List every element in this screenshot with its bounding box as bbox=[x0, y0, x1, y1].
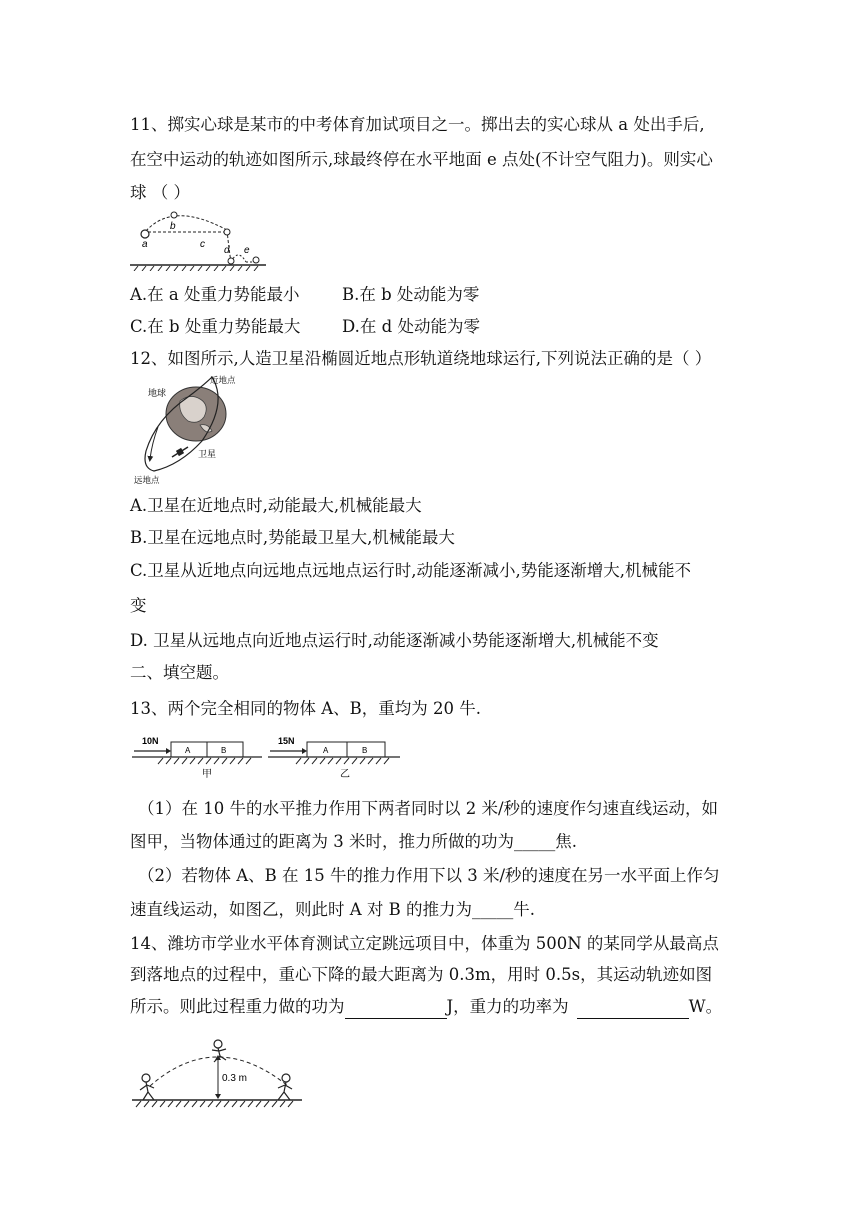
q13-force-right: 15N bbox=[278, 736, 295, 746]
section-heading-fill-in: 二、填空题。 bbox=[130, 663, 229, 682]
q13-figure-yi bbox=[268, 736, 400, 780]
q14-line-3 bbox=[130, 995, 722, 1019]
q11-option-a: A.在 a 处重力势能最小 bbox=[130, 285, 300, 304]
q12-option-d: D. 卫星从远地点向近地点运行时,动能逐渐减小势能逐渐增大,机械能不变 bbox=[130, 631, 659, 650]
q14-line-3-start: 所示。则此过程重力做的功为 bbox=[130, 997, 345, 1016]
q11-label-d: d bbox=[224, 245, 230, 256]
q14-line-1: 14、潍坊市学业水平体育测试立定跳远项目中，体重为 500N 的某同学从最高点 bbox=[130, 934, 719, 953]
q14-line-2: 到落地点的过程中，重心下降的最大距离为 0.3m，用时 0.5s，其运动轨迹如图 bbox=[130, 965, 713, 984]
q13-right-block-a: A bbox=[323, 746, 329, 755]
q11-line-3: 球 （ ） bbox=[130, 183, 190, 202]
q14-line-3-end: W。 bbox=[688, 997, 723, 1016]
q12-option-b: B.卫星在远地点时,势能最卫星大,机械能最大 bbox=[130, 528, 455, 547]
q12-label-apogee: 远地点 bbox=[134, 475, 160, 485]
q11-trajectory-figure bbox=[128, 205, 268, 271]
q12-label-perigee: 近地点 bbox=[210, 375, 236, 385]
q14-height-label: 0.3 m bbox=[222, 1073, 248, 1084]
jumper-start-icon bbox=[140, 1074, 154, 1100]
q14-answer-blank-work[interactable] bbox=[345, 1001, 447, 1019]
q12-option-c-line-2: 变 bbox=[130, 596, 147, 615]
q13-left-block-b: B bbox=[221, 746, 227, 755]
q11-line-2: 在空中运动的轨迹如图所示,球最终停在水平地面 e 点处(不计空气阻力)。则实心 bbox=[130, 150, 713, 169]
jumper-landing-icon bbox=[278, 1074, 292, 1100]
q14-line-3-middle: J，重力的功率为 bbox=[446, 997, 569, 1016]
q11-option-c: C.在 b 处重力势能最大 bbox=[130, 317, 301, 336]
q14-jump-figure bbox=[130, 1036, 306, 1108]
q13-right-block-b: B bbox=[362, 746, 368, 755]
q12-label-satellite: 卫星 bbox=[198, 449, 217, 459]
q13-part2-line-1: （2）若物体 A、B 在 15 牛的推力作用下以 3 米/秒的速度在另一水平面上作匀 bbox=[138, 866, 720, 885]
q13-line-1: 13、两个完全相同的物体 A、B，重均为 20 牛. bbox=[130, 699, 482, 718]
q11-line-1: 11、掷实心球是某市的中考体育加试项目之一。掷出去的实心球从 a 处出手后, bbox=[130, 115, 705, 134]
q12-option-a: A.卫星在近地点时,动能最大,机械能最大 bbox=[130, 496, 422, 515]
q13-caption-right: 乙 bbox=[340, 769, 350, 780]
q11-label-a: a bbox=[142, 239, 148, 250]
q12-option-c-line-1: C.卫星从近地点向远地点远地点运行时,动能逐渐减小,势能逐渐增大,机械能不 bbox=[130, 561, 692, 580]
q11-label-b: b bbox=[170, 221, 176, 232]
q13-force-left: 10N bbox=[142, 736, 159, 746]
q13-part2-line-2: 速直线运动，如图乙，则此时 A 对 B 的推力为_____牛. bbox=[130, 900, 536, 919]
q12-satellite-figure bbox=[128, 373, 238, 485]
q13-part1-line-2: 图甲，当物体通过的距离为 3 米时，推力所做的功为_____焦. bbox=[130, 832, 577, 851]
q13-left-block-a: A bbox=[185, 746, 191, 755]
q11-option-d: D.在 d 处动能为零 bbox=[342, 317, 480, 336]
q13-blocks-figure bbox=[130, 728, 402, 780]
q13-figure-jia bbox=[132, 736, 262, 780]
q12-label-earth: 地球 bbox=[148, 388, 167, 398]
q13-part1-line-1: （1）在 10 牛的水平推力作用下两者同时以 2 米/秒的速度作匀速直线运动，如 bbox=[138, 799, 719, 818]
q13-caption-left: 甲 bbox=[202, 769, 212, 780]
q11-option-b: B.在 b 处动能为零 bbox=[342, 285, 480, 304]
q12-line-1: 12、如图所示,人造卫星沿椭圆近地点形轨道绕地球运行,下列说法正确的是（ ） bbox=[130, 349, 712, 368]
q11-label-c: c bbox=[200, 239, 205, 250]
q14-answer-blank-power[interactable] bbox=[577, 1001, 689, 1019]
q11-label-e: e bbox=[244, 245, 250, 256]
